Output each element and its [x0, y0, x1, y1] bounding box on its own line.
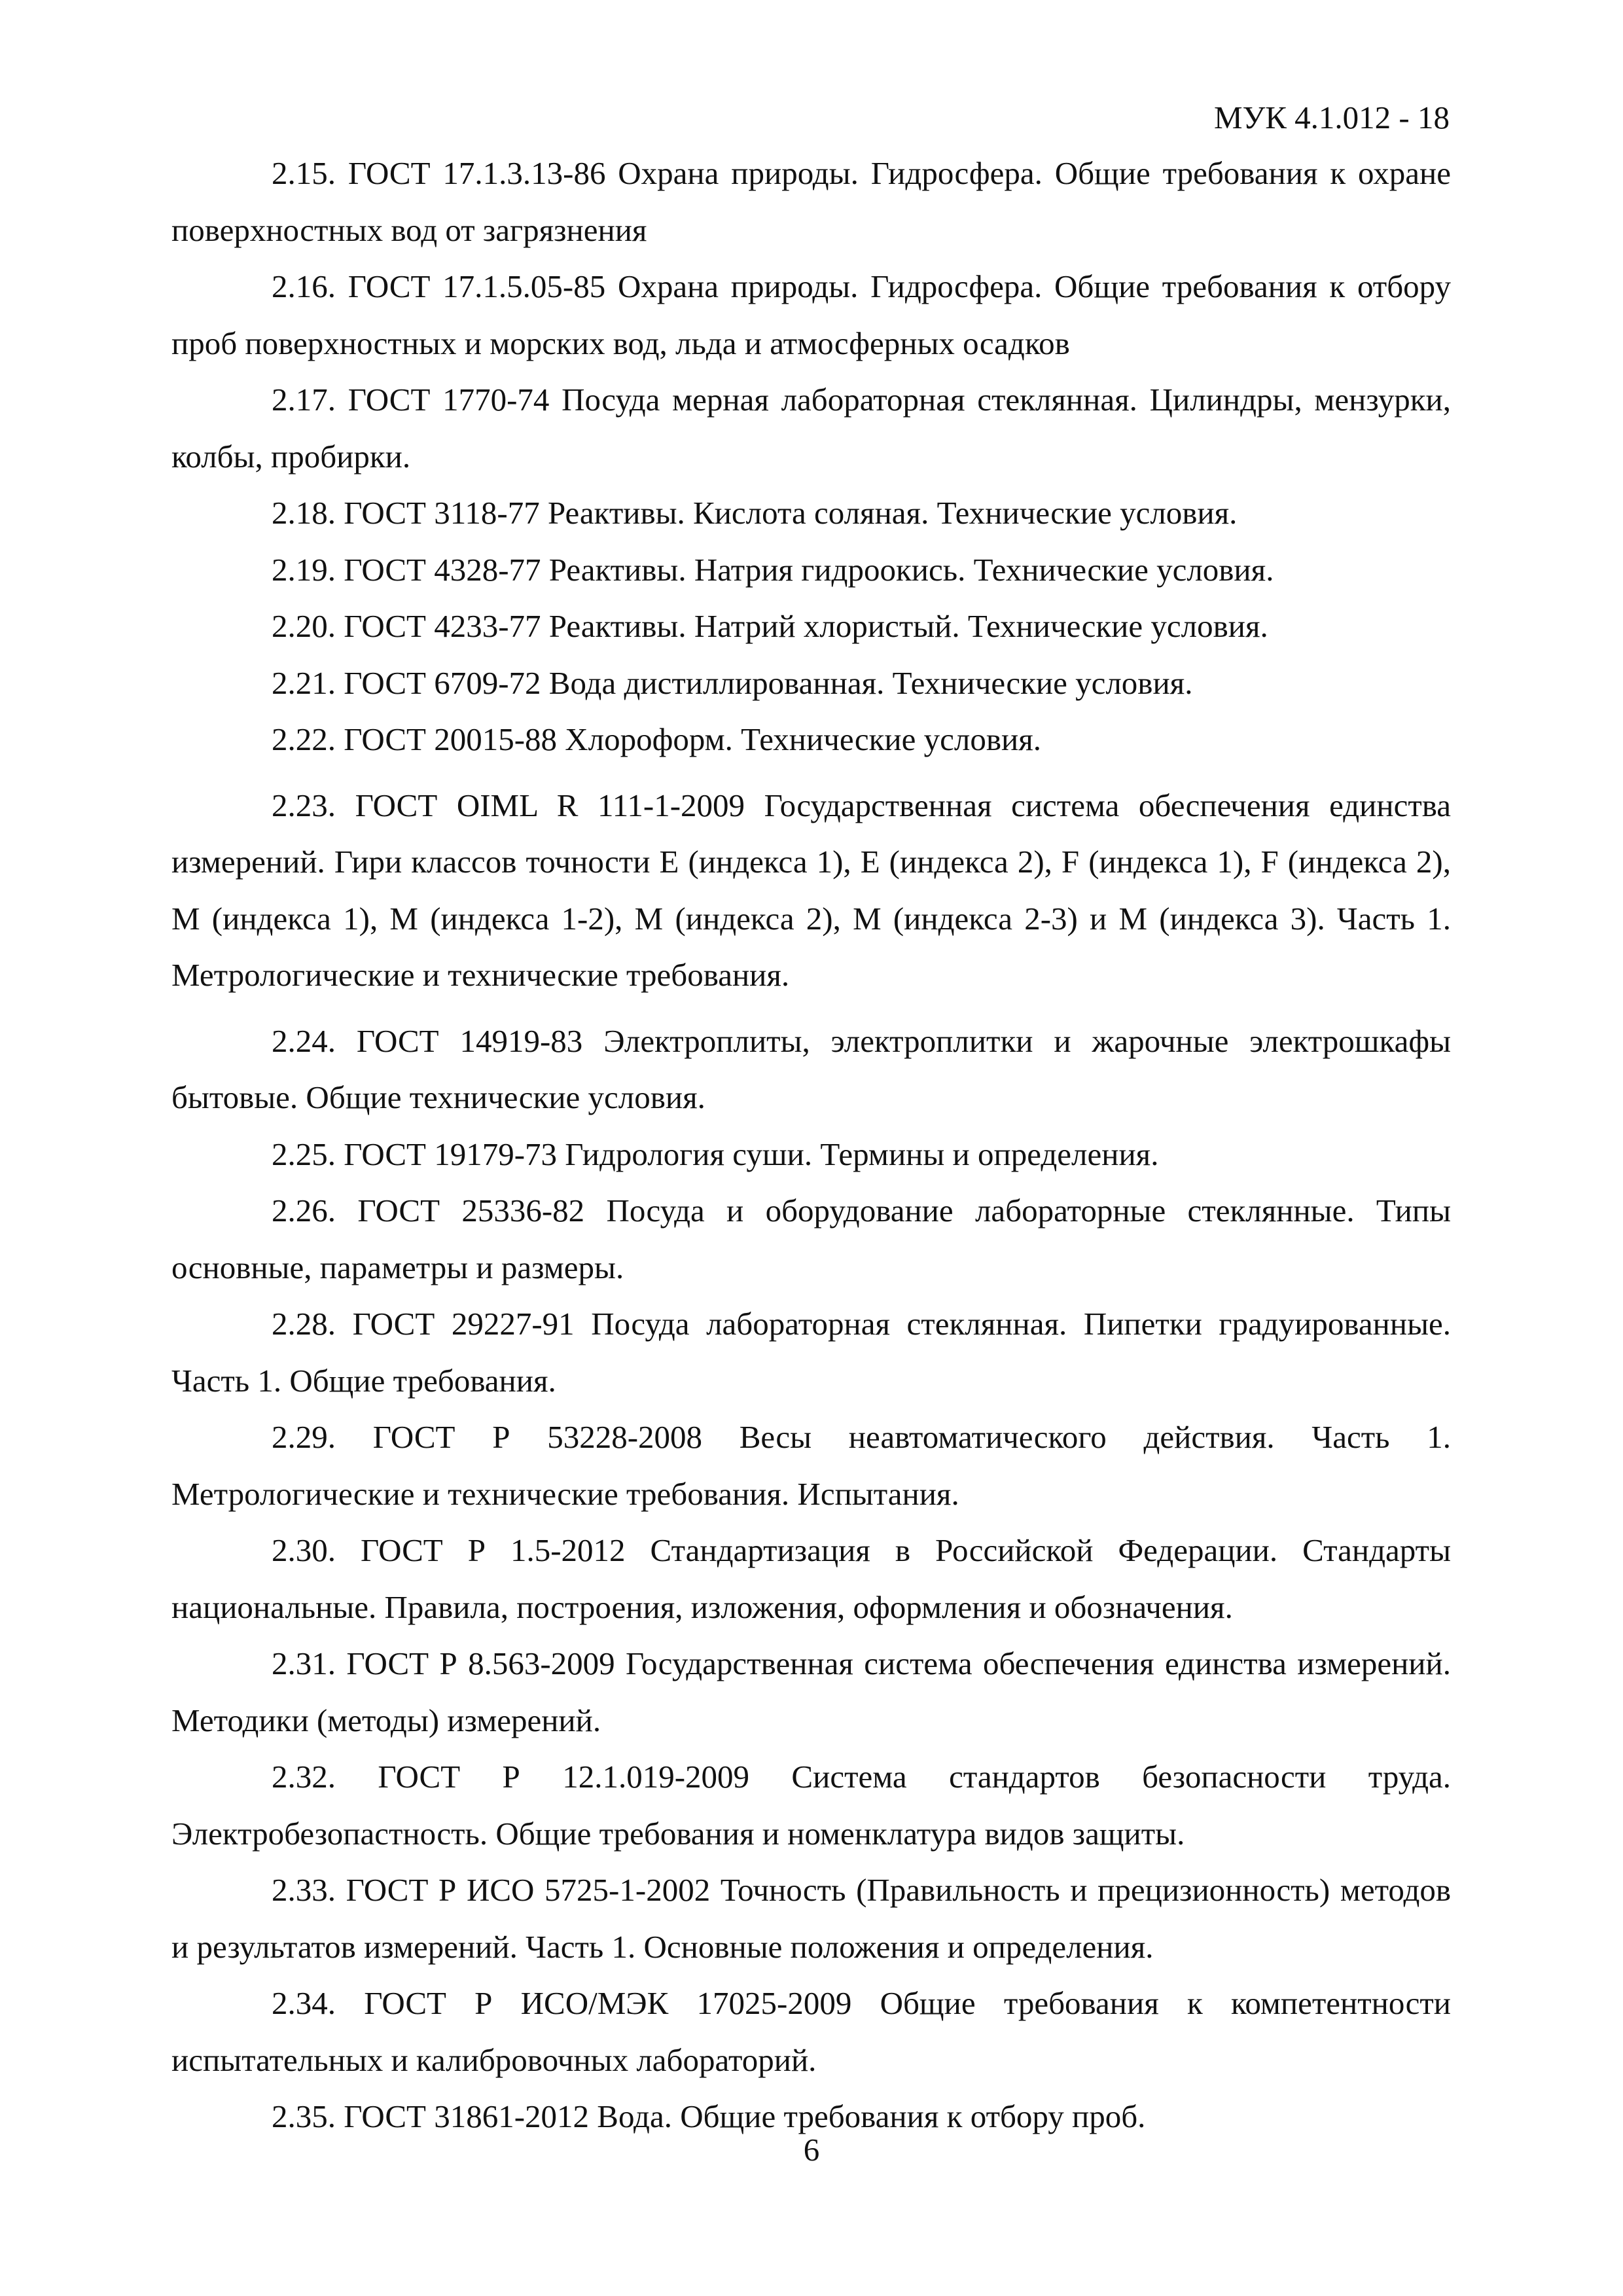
entry-text: ГОСТ 17.1.5.05-85 Охрана природы. Гидросфера. Общие требования к отбору проб поверхностных и морских вод, льда и атмосферных осадков — [171, 268, 1451, 361]
entry-text: ГОСТ 6709-72 Вода дистиллированная. Технические условия. — [344, 664, 1193, 701]
entry-text: ГОСТ 25336-82 Посуда и оборудование лабораторные стеклянные. Типы основные, параметры и размеры. — [171, 1193, 1451, 1285]
entry-text: ГОСТ Р ИСО 5725-1-2002 Точность (Правильность и прецизионность) методов и результатов измерений. Часть 1. Основные положения и определения. — [171, 1872, 1452, 1965]
entry-number: 2.20. — [272, 608, 336, 644]
entry-number: 2.26. — [272, 1193, 336, 1229]
entry-number: 2.25. — [272, 1136, 336, 1172]
reference-entry-2-22 — [171, 711, 1451, 768]
entry-number: 2.22. — [272, 721, 336, 757]
document-code-header: МУК 4.1.012 - 18 — [1213, 99, 1450, 135]
entry-number: 2.32. — [272, 1759, 336, 1795]
normative-references-list — [171, 145, 1451, 2145]
entry-number: 2.34. — [272, 1985, 336, 2021]
reference-entry-2-17 — [171, 372, 1451, 485]
reference-entry-2-23 — [171, 778, 1451, 1004]
entry-number: 2.16. — [272, 268, 336, 304]
reference-entry-2-15 — [171, 145, 1451, 259]
reference-entry-2-20 — [171, 598, 1451, 655]
entry-number: 2.35. — [272, 2098, 336, 2134]
entry-text: ГОСТ 4328-77 Реактивы. Натрия гидроокись. Технические условия. — [344, 551, 1274, 588]
entry-text: ГОСТ 31861-2012 Вода. Общие требования к отбору проб. — [344, 2098, 1146, 2134]
entry-number: 2.33. — [272, 1872, 336, 1908]
entry-text: ГОСТ Р 53228-2008 Весы неавтоматического действия. Часть 1. Метрологические и технические требования. Испытания. — [171, 1419, 1452, 1512]
entry-number: 2.18. — [272, 495, 336, 531]
reference-entry-2-18 — [171, 485, 1451, 542]
entry-text: ГОСТ 3118-77 Реактивы. Кислота соляная. Технические условия. — [344, 495, 1238, 531]
entry-number: 2.28. — [272, 1306, 336, 1342]
reference-entry-2-25 — [171, 1126, 1451, 1183]
reference-entry-2-19 — [171, 542, 1451, 599]
page-number: 6 — [803, 2132, 820, 2168]
entry-text: ГОСТ Р ИСО/МЭК 17025-2009 Общие требования к компетентности испытательных и калибровочных лабораторий. — [171, 1985, 1452, 2078]
reference-entry-2-24 — [171, 1013, 1451, 1126]
entry-number: 2.21. — [272, 664, 336, 701]
entry-number: 2.29. — [272, 1419, 336, 1455]
reference-entry-2-34 — [171, 1975, 1451, 2089]
entry-text: ГОСТ 29227-91 Посуда лабораторная стеклянная. Пипетки градуированные. Часть 1. Общие требования. — [171, 1306, 1452, 1399]
reference-entry-2-33 — [171, 1862, 1451, 1975]
entry-number: 2.24. — [272, 1022, 336, 1059]
entry-number: 2.19. — [272, 551, 336, 588]
entry-text: ГОСТ Р 8.563-2009 Государственная система обеспечения единства измерений. Методики (методы) измерений. — [171, 1645, 1452, 1738]
reference-entry-2-28 — [171, 1296, 1451, 1409]
entry-text: ГОСТ 20015-88 Хлороформ. Технические условия. — [344, 721, 1041, 757]
reference-entry-2-21 — [171, 655, 1451, 712]
entry-text: ГОСТ OIML R 111-1-2009 Государственная система обеспечения единства измерений. Гири классов точности E (индекса 1), E (индекса 2), F (индекса 1), F (индекса 2), M (индекса 1), M (индекса 1-2), M (индекса 2), M (индекса 2-3) и M (индекса 3). Часть 1. Метрологические и технические требования. — [171, 787, 1451, 993]
entry-text: ГОСТ 19179-73 Гидрология суши. Термины и определения. — [344, 1136, 1159, 1172]
reference-entry-2-30 — [171, 1522, 1451, 1636]
reference-entry-2-32 — [171, 1749, 1451, 1862]
entry-text: ГОСТ 4233-77 Реактивы. Натрий хлористый. Технические условия. — [344, 608, 1268, 644]
reference-entry-2-16 — [171, 259, 1451, 372]
reference-entry-2-26 — [171, 1183, 1451, 1296]
reference-entry-2-31 — [171, 1636, 1451, 1749]
entry-number: 2.31. — [272, 1645, 336, 1681]
entry-number: 2.15. — [272, 155, 336, 191]
entry-text: ГОСТ 17.1.3.13-86 Охрана природы. Гидросфера. Общие требования к охране поверхностных вод от загрязнения — [171, 155, 1451, 248]
entry-text: ГОСТ Р 1.5-2012 Стандартизация в Российской Федерации. Стандарты национальные. Правила, построения, изложения, оформления и обозначения. — [171, 1532, 1451, 1625]
reference-entry-2-29 — [171, 1409, 1451, 1522]
entry-number: 2.30. — [272, 1532, 336, 1568]
entry-number: 2.23. — [272, 787, 336, 823]
entry-text: ГОСТ 14919-83 Электроплиты, электроплитки и жарочные электрошкафы бытовые. Общие технические условия. — [171, 1022, 1451, 1115]
entry-number: 2.17. — [272, 382, 336, 418]
entry-text: ГОСТ Р 12.1.019-2009 Система стандартов безопасности труда. Электробезопастность. Общие требования и номенклатура видов защиты. — [171, 1759, 1452, 1852]
entry-text: ГОСТ 1770-74 Посуда мерная лабораторная стеклянная. Цилиндры, мензурки, колбы, пробирки. — [171, 382, 1451, 475]
